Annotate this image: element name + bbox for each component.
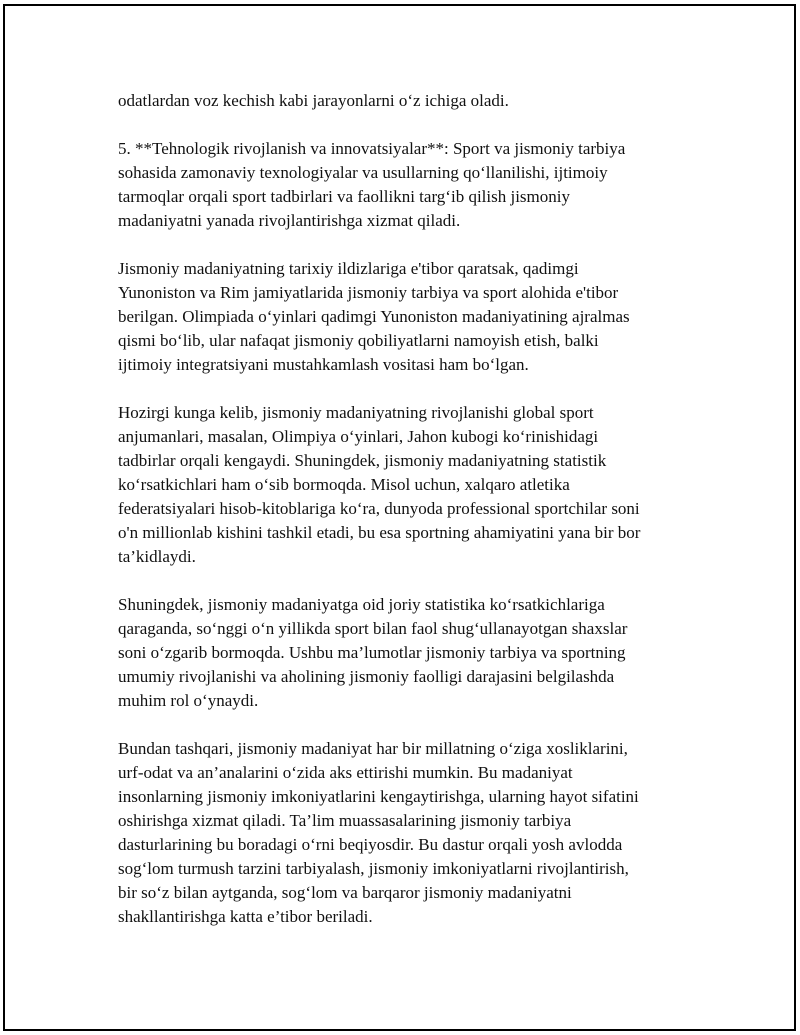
paragraph-historical-roots: Jismoniy madaniyatning tarixiy ildizlariga e'tibor qaratsak, qadimgi Yunoniston va Rim jamiyatlarida jismoniy tarbiya va sport alohida e'tibor berilgan. Olimpiada o‘yinlari qadimgi Yunoniston madaniyatining ajralmas qismi bo‘lib, ular nafaqat jismoniy qobiliyatlarni namoyish etish, balki ijtimoiy integratsiyani mustahkamlash vositasi ham bo‘lgan.	[118, 259, 630, 374]
paragraph-technology-innovation: 5. **Tehnologik rivojlanish va innovatsiyalar**: Sport va jismoniy tarbiya sohasida zamonaviy texnologiyalar va usullarning qo‘llanilishi, ijtimoiy tarmoqlar orqali sport tadbirlari va faollikni targ‘ib qilish jismoniy madaniyatni yanada rivojlantirishga xizmat qiladi.	[118, 139, 626, 230]
paragraph-global-development: Hozirgi kunga kelib, jismoniy madaniyatning rivojlanishi global sport anjumanlari, masalan, Olimpiya o‘yinlari, Jahon kubogi ko‘rinishidagi tadbirlar orqali kengaydi. Shuningdek, jismoniy madaniyatning statistik ko‘rsatkichlari ham o‘sib bormoqda. Misol uchun, xalqaro atletika federatsiyalari hisob-kitoblariga ko‘ra, dunyoda professional sportchilar soni o'n millionlab kishini tashkil etadi, bu esa sportning ahamiyatini yana bir bor ta’kidlaydi.	[118, 403, 641, 566]
paragraph-current-statistics: Shuningdek, jismoniy madaniyatga oid joriy statistika ko‘rsatkichlariga qaraganda, so‘nggi o‘n yillikda sport bilan faol shug‘ullanayotgan shaxslar soni o‘zgarib bormoqda. Ushbu ma’lumotlar jismoniy tarbiya va sportning umumiy rivojlanishi va aholining jismoniy faolligi darajasini belgilashda muhim rol o‘ynaydi.	[118, 595, 628, 710]
document-body	[118, 89, 698, 953]
paragraph-intro-fragment: odatlardan voz kechish kabi jarayonlarni o‘z ichiga oladi.	[118, 91, 509, 110]
paragraph-cultural-traditions: Bundan tashqari, jismoniy madaniyat har bir millatning o‘ziga xosliklarini, urf-odat va an’analarini o‘zida aks ettirishi mumkin. Bu madaniyat insonlarning jismoniy imkoniyatlarini kengaytirishga, ularning hayot sifatini oshirishga xizmat qiladi. Ta’lim muassasalarining jismoniy tarbiya dasturlarining bu boradagi o‘rni beqiyosdir. Bu dastur orqali yosh avlodda sog‘lom turmush tarzini tarbiyalash, jismoniy imkoniyatlarni rivojlantirish, bir so‘z bilan aytganda, sog‘lom va barqaror jismoniy madaniyatni shakllantirishga katta e’tibor beriladi.	[118, 739, 639, 926]
